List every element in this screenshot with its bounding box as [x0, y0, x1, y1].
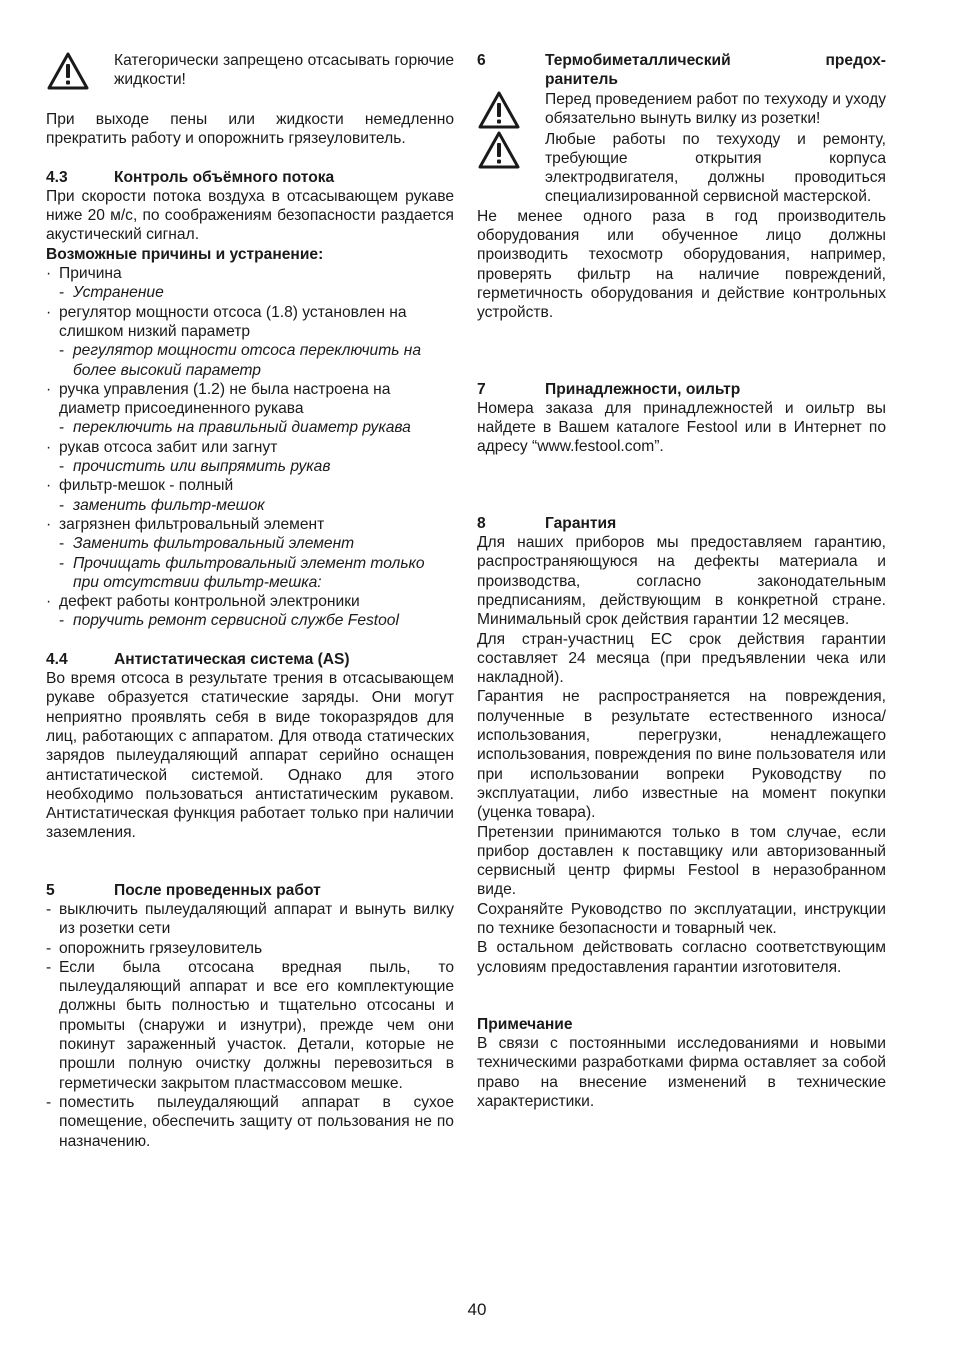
- legend-remedy: - Устранение: [46, 283, 454, 302]
- cause-item: · дефект работы контрольной электроники: [46, 592, 454, 611]
- causes-list: [46, 264, 454, 631]
- legend-cause: · Причина: [46, 264, 454, 283]
- section-4-4-heading: 4.4 Антистатическая система (AS): [46, 650, 350, 668]
- right-column: [477, 51, 886, 1111]
- section-4-3-intro: При скорости потока воздуха в отсасывающем рукаве ниже 20 м/с, по соображениям безопасности раздается акустический сигнал.: [46, 187, 454, 244]
- list-item: - выключить пылеудаляющий аппарат и вынуть вилку из розетки сети: [46, 900, 454, 939]
- cause-item: · регулятор мощности отсоса (1.8) установлен на слишком низкий параметр: [46, 303, 454, 342]
- remedy-item: - регулятор мощности отсоса переключить на более высокий параметр: [46, 341, 454, 380]
- repair-warning: [477, 130, 886, 207]
- section-6-text: Не менее одного раза в год производитель оборудования или обученное лицо должны производить техосмотр оборудования, например, проверять фильтр на наличие повреждений, герметичность оборудования и действие контрольных устройств.: [477, 207, 886, 322]
- remedy-item: - заменить фильтр-мешок: [46, 496, 454, 515]
- warning-triangle-icon: [46, 51, 114, 91]
- warranty-p4: Претензии принимаются только в том случае, если прибор доставлен к поставщику или авторизованный сервисный центр фирмы Festool в неразобранном виде.: [477, 823, 886, 899]
- section-7-text: Номера заказа для принадлежностей и оильтр вы найдете в Вашем каталоге Festool или в Интернет по адресу “www.festool.com”.: [477, 399, 886, 456]
- section-4-4-text: Во время отсоса в результате трения в отсасывающем рукаве образуется статические заряды. Они могут неприятно проявлять себя в виде токоразрядов для лиц, работающих с аппаратом. Для отвода статических зарядов пылеудаляющий аппарат серийно оснащен антистатической системой. Однако для этого необходимо пользоваться антистатическим рукавом. Антистатическая функция работает только при наличии заземления.: [46, 670, 454, 842]
- remedy-item: - Заменить фильтровальный элемент: [46, 534, 454, 553]
- cause-item: · загрязнен фильтровальный элемент: [46, 515, 454, 534]
- list-item: - поместить пылеудаляющий аппарат в сухое помещение, обеспечить защиту от пользования не по назначению.: [46, 1093, 454, 1151]
- maintenance-warning: [477, 90, 886, 130]
- warning-text: Любые работы по техуходу и ремонту, требующие открытия корпуса электродвигателя, должны проводиться специализированной сервисной мастерской.: [545, 130, 886, 206]
- remedy-item: - поручить ремонт сервисной службе Festool: [46, 611, 454, 630]
- section-5-heading: 5 После проведенных работ: [46, 881, 321, 899]
- remedy-item: - переключить на правильный диаметр рукава: [46, 418, 454, 437]
- section-6-title-line2: ранитель: [545, 71, 619, 89]
- warning-text: Категорически запрещено отсасывать горючие жидкости!: [114, 52, 454, 89]
- warning-text: Перед проведением работ по техуходу и уходу обязательно вынуть вилку из розетки!: [545, 90, 886, 127]
- flammable-warning: [46, 51, 454, 91]
- section-8-heading: 8 Гарантия: [477, 514, 617, 532]
- after-work-list: [46, 900, 454, 1151]
- note-text: В связи с постоянными исследованиями и новыми техническими разработками фирма оставляет за собой право на внесение изменений в технические характеристики.: [477, 1035, 886, 1111]
- warranty-p2: Для стран-участниц ЕС срок действия гарантии составляет 24 месяца (при предъявлении чека или накладной).: [477, 630, 886, 687]
- list-item: - опорожнить грязеуловитель: [46, 939, 454, 958]
- section-7-heading: 7 Принадлежности, оильтр: [477, 380, 741, 398]
- cause-item: · ручка управления (1.2) не была настроена на диаметр присоединенного рукава: [46, 380, 454, 419]
- cause-item: · фильтр-мешок - полный: [46, 476, 454, 495]
- warranty-p5: Сохраняйте Руководство по эксплуатации, инструкции по технике безопасности и товарный чек.: [477, 900, 886, 937]
- warning-triangle-icon: [477, 130, 545, 170]
- page-number: 40: [467, 1300, 487, 1319]
- section-4-3-heading: 4.3 Контроль объёмного потока: [46, 168, 335, 186]
- remedy-item: - Прочищать фильтровальный элемент только при отсутствии фильтр-мешка:: [46, 554, 454, 593]
- foam-text: При выходе пены или жидкости немедленно прекратить работу и опорожнить грязеуловитель.: [46, 111, 454, 148]
- left-column: [46, 51, 454, 1151]
- note-heading: Примечание: [477, 1015, 573, 1033]
- section-6-title-line1: Термобиметаллический предох-: [545, 52, 886, 69]
- warranty-p6: В остальном действовать согласно соответствующим условиям предоставления гарантии изготовителя.: [477, 939, 886, 976]
- warranty-p3: Гарантия не распространяется на повреждения, полученные в результате естественного износа/использования, перегрузки, ненадлежащего использования, повреждения по вине пользователя или при использовании вопреки Руководству по эксплуатации, либо известные на момент покупки (уценка товара).: [477, 688, 886, 822]
- causes-heading: Возможные причины и устранение:: [46, 245, 324, 263]
- warning-triangle-icon: [477, 90, 545, 130]
- section-6-heading: 6 Термобиметаллический предох- ранитель: [477, 52, 886, 89]
- remedy-item: - прочистить или выпрямить рукав: [46, 457, 454, 476]
- cause-item: · рукав отсоса забит или загнут: [46, 438, 454, 457]
- warranty-p1: Для наших приборов мы предоставляем гарантию, распространяющуюся на дефекты материала и производства, согласно законодательным предписаниям, действующим в конкретной стране. Минимальный срок действия гарантии 12 месяцев.: [477, 534, 886, 629]
- list-item: - Если была отсосана вредная пыль, то пылеудаляющий аппарат и все его комплектующие должны быть полностью и тщательно отсосаны и промыты (снаружи и изнутри), прежде чем они покинут зараженный участок. Детали, которые не прошли полную очистку должны перевозиться в герметически закрытом пластмассовом мешке.: [46, 958, 454, 1093]
